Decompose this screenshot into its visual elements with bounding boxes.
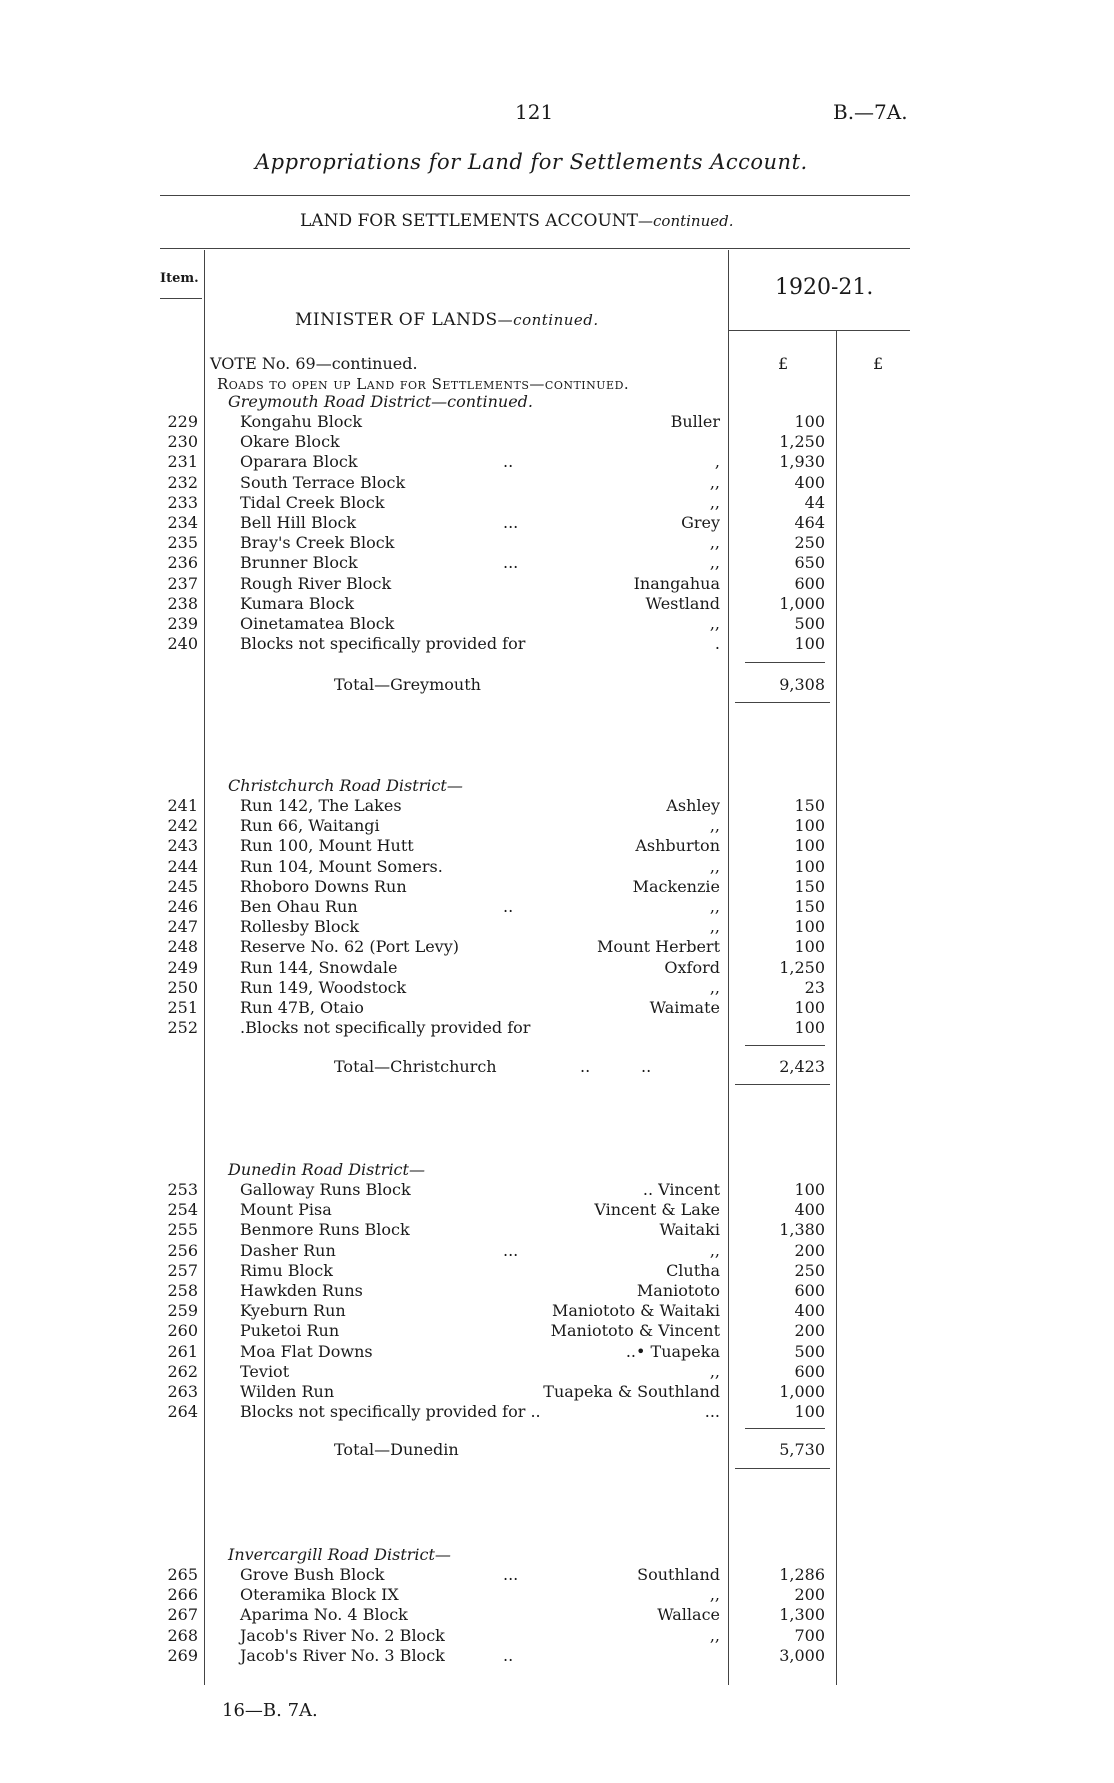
location: ,, bbox=[709, 614, 720, 633]
location: ,, bbox=[709, 553, 720, 573]
amount: 250 bbox=[794, 1260, 825, 1280]
location: Mount Herbert bbox=[597, 937, 720, 957]
location: ,, bbox=[709, 977, 720, 997]
table-row bbox=[160, 897, 720, 917]
leader-dots: .. bbox=[503, 897, 514, 916]
item-name: Reserve No. 62 (Port Levy) bbox=[240, 937, 459, 957]
roads-heading: Roads to open up Land for Settlements—continued. bbox=[217, 375, 630, 393]
item-number: 268 bbox=[167, 1625, 198, 1645]
item-name: Bray's Creek Block bbox=[240, 533, 395, 553]
location: Inangahua bbox=[633, 573, 720, 593]
item-number: 230 bbox=[167, 432, 198, 452]
vote-heading: VOTE No. 69—continued. bbox=[210, 354, 418, 373]
item-number: 231 bbox=[167, 452, 198, 472]
amount: 100 bbox=[794, 836, 825, 856]
location: Ashburton bbox=[635, 836, 720, 856]
item-number: 241 bbox=[167, 796, 198, 815]
page-number: 121 bbox=[515, 100, 554, 124]
item-number: 249 bbox=[167, 957, 198, 977]
table-row bbox=[160, 574, 720, 594]
table-row bbox=[160, 1342, 720, 1362]
table-row bbox=[160, 1362, 720, 1382]
amount: 400 bbox=[794, 1301, 825, 1321]
table-row bbox=[160, 857, 720, 877]
district-title: Greymouth Road District—continued. bbox=[228, 392, 534, 411]
item-name: Jacob's River No. 2 Block bbox=[240, 1625, 445, 1645]
amount: 1,000 bbox=[779, 593, 825, 613]
location: Waimate bbox=[649, 998, 720, 1017]
item-number: 267 bbox=[167, 1605, 198, 1625]
item-name: Run 47B, Otaio bbox=[240, 998, 364, 1017]
item-name: Rough River Block bbox=[240, 573, 392, 593]
item-name: Jacob's River No. 3 Block bbox=[240, 1645, 445, 1665]
location: Westland bbox=[645, 593, 720, 613]
item-number: 238 bbox=[167, 593, 198, 613]
location: ,, bbox=[709, 1240, 720, 1260]
section-heading-suffix: —continued. bbox=[638, 212, 734, 230]
item-number: 248 bbox=[167, 937, 198, 957]
page-title: Appropriations for Land for Settlements Account. bbox=[255, 150, 808, 174]
table-row bbox=[160, 1180, 720, 1200]
item-name: Kyeburn Run bbox=[240, 1301, 346, 1321]
total-label: Total—Christchurch bbox=[334, 1057, 497, 1076]
item-number: 261 bbox=[167, 1341, 198, 1361]
location: ,, bbox=[709, 856, 720, 876]
location: Maniototo & Waitaki bbox=[551, 1301, 720, 1321]
item-number: 245 bbox=[167, 876, 198, 896]
item-name: Oparara Block bbox=[240, 452, 358, 472]
table-row bbox=[160, 432, 720, 452]
location: ,, bbox=[709, 1625, 720, 1645]
location: ,, bbox=[709, 1361, 720, 1381]
location: .. Vincent bbox=[642, 1180, 720, 1199]
amount: 700 bbox=[794, 1625, 825, 1645]
table-row bbox=[160, 937, 720, 957]
table-row bbox=[160, 958, 720, 978]
item-name: Run 66, Waitangi bbox=[240, 816, 380, 836]
location: ,, bbox=[709, 492, 720, 512]
section-heading-text: LAND FOR SETTLEMENTS ACCOUNT bbox=[300, 211, 639, 231]
location: Oxford bbox=[664, 957, 720, 977]
table-row bbox=[160, 412, 720, 432]
item-number: 251 bbox=[167, 998, 198, 1017]
amount: 100 bbox=[794, 856, 825, 876]
location: ,, bbox=[709, 816, 720, 836]
item-name: Run 144, Snowdale bbox=[240, 957, 398, 977]
item-header-rule bbox=[160, 298, 202, 299]
item-name: South Terrace Block bbox=[240, 472, 406, 492]
amount: 1,000 bbox=[779, 1382, 825, 1401]
item-name: Brunner Block bbox=[240, 553, 358, 573]
amount: 400 bbox=[794, 1200, 825, 1220]
item-number: 244 bbox=[167, 856, 198, 876]
document-reference: B.—7A. bbox=[833, 100, 908, 124]
amount: 1,250 bbox=[779, 432, 825, 452]
item-number: 264 bbox=[167, 1402, 198, 1422]
item-number: 229 bbox=[167, 412, 198, 431]
subtotal-rule bbox=[745, 662, 825, 663]
leader-dots: ... bbox=[503, 553, 519, 573]
amount: 150 bbox=[794, 897, 825, 916]
item-number: 237 bbox=[167, 573, 198, 593]
table-row bbox=[160, 473, 720, 493]
table-row bbox=[160, 533, 720, 553]
table-row bbox=[160, 594, 720, 614]
table-row bbox=[160, 1565, 720, 1585]
item-name: Rimu Block bbox=[240, 1260, 333, 1280]
table-row bbox=[160, 1382, 720, 1402]
item-name: Run 100, Mount Hutt bbox=[240, 836, 414, 856]
amount: 1,250 bbox=[779, 957, 825, 977]
total-label: Total—Dunedin bbox=[334, 1440, 459, 1459]
amount: 650 bbox=[794, 553, 825, 573]
item-number: 269 bbox=[167, 1645, 198, 1665]
location: Grey bbox=[681, 513, 720, 532]
currency-right: £ bbox=[873, 354, 884, 373]
item-name: Rhoboro Downs Run bbox=[240, 876, 407, 896]
amount: 23 bbox=[804, 977, 825, 997]
subtotal-rule bbox=[745, 1045, 825, 1046]
table-row bbox=[160, 1241, 720, 1261]
table-row bbox=[160, 1018, 720, 1038]
item-name: Rollesby Block bbox=[240, 917, 360, 937]
item-name: Blocks not specifically provided for bbox=[240, 634, 526, 654]
amount: 600 bbox=[794, 1281, 825, 1300]
location: Vincent & Lake bbox=[594, 1200, 720, 1220]
item-number: 265 bbox=[167, 1565, 198, 1584]
item-name: Mount Pisa bbox=[240, 1200, 332, 1220]
amount: 400 bbox=[794, 472, 825, 492]
amount: 1,300 bbox=[779, 1605, 825, 1625]
table-row bbox=[160, 1605, 720, 1625]
year-header-rule bbox=[728, 330, 910, 331]
item-number: 262 bbox=[167, 1361, 198, 1381]
table-top-rule bbox=[160, 248, 910, 249]
table-row bbox=[160, 634, 720, 654]
amount: 1,286 bbox=[779, 1565, 825, 1584]
amount: 100 bbox=[794, 1180, 825, 1199]
total-label: Total—Greymouth bbox=[334, 675, 481, 694]
leader-dots: .. bbox=[503, 452, 514, 472]
item-name: Oinetamatea Block bbox=[240, 614, 395, 633]
location: Mackenzie bbox=[632, 876, 720, 896]
location: ..• Tuapeka bbox=[625, 1341, 720, 1361]
location: ,, bbox=[709, 1585, 720, 1605]
item-number: 266 bbox=[167, 1585, 198, 1605]
item-name: Kongahu Block bbox=[240, 412, 363, 431]
table-row bbox=[160, 1220, 720, 1240]
amount: 600 bbox=[794, 573, 825, 593]
table-row bbox=[160, 1200, 720, 1220]
item-number: 260 bbox=[167, 1321, 198, 1341]
item-number: 257 bbox=[167, 1260, 198, 1280]
table-row bbox=[160, 452, 720, 472]
table-row bbox=[160, 513, 720, 533]
item-name: Dasher Run bbox=[240, 1240, 336, 1260]
item-name: Teviot bbox=[240, 1361, 290, 1381]
amount: 600 bbox=[794, 1361, 825, 1381]
item-name: Aparima No. 4 Block bbox=[240, 1605, 408, 1625]
item-name: Wilden Run bbox=[240, 1382, 335, 1401]
amount: 100 bbox=[794, 1018, 825, 1038]
table-row bbox=[160, 1281, 720, 1301]
amount: 100 bbox=[794, 917, 825, 937]
item-name: Run 149, Woodstock bbox=[240, 977, 407, 997]
table-row bbox=[160, 836, 720, 856]
total-underline bbox=[735, 1468, 830, 1469]
district-title: Invercargill Road District— bbox=[228, 1545, 451, 1564]
signature-mark: 16—B. 7A. bbox=[222, 1700, 318, 1721]
item-number: 239 bbox=[167, 614, 198, 633]
amount: 100 bbox=[794, 1402, 825, 1422]
amount: 1,930 bbox=[779, 452, 825, 472]
location: . bbox=[714, 634, 720, 654]
district-title: Christchurch Road District— bbox=[228, 776, 463, 795]
item-number: 235 bbox=[167, 533, 198, 553]
location: Maniototo & Vincent bbox=[550, 1321, 720, 1341]
location: Waitaki bbox=[659, 1220, 720, 1240]
item-number: 233 bbox=[167, 492, 198, 512]
amount: 100 bbox=[794, 937, 825, 957]
item-name: Oteramika Block IX bbox=[240, 1585, 399, 1605]
leader-dots: .. bbox=[503, 1645, 514, 1665]
total-amount: 9,308 bbox=[779, 675, 825, 694]
table-row bbox=[160, 1646, 720, 1666]
total-underline bbox=[735, 702, 830, 703]
amount: 200 bbox=[794, 1240, 825, 1260]
amount: 250 bbox=[794, 533, 825, 553]
item-name: Bell Hill Block bbox=[240, 513, 357, 532]
amount: 100 bbox=[794, 634, 825, 654]
district-title: Dunedin Road District— bbox=[228, 1160, 425, 1179]
table-row bbox=[160, 1301, 720, 1321]
location: Wallace bbox=[657, 1605, 720, 1625]
item-name: Okare Block bbox=[240, 432, 340, 452]
location: Southland bbox=[637, 1565, 720, 1584]
item-number: 258 bbox=[167, 1281, 198, 1300]
item-number: 243 bbox=[167, 836, 198, 856]
table-row bbox=[160, 1402, 720, 1422]
subtotal-rule bbox=[745, 1428, 825, 1429]
minister-heading-suffix: —continued. bbox=[497, 311, 599, 329]
table-row bbox=[160, 1261, 720, 1281]
leader-dots: ... bbox=[503, 1565, 519, 1584]
total-underline bbox=[735, 1084, 830, 1085]
table-row bbox=[160, 1585, 720, 1605]
location: Clutha bbox=[666, 1260, 720, 1280]
item-number: 240 bbox=[167, 634, 198, 654]
amount: 3,000 bbox=[779, 1645, 825, 1665]
item-number: 246 bbox=[167, 897, 198, 916]
location: Ashley bbox=[666, 796, 720, 815]
amount: 100 bbox=[794, 998, 825, 1017]
minister-heading-text: MINISTER OF LANDS bbox=[295, 310, 498, 330]
leader-dots: ... bbox=[503, 1240, 519, 1260]
item-number: 242 bbox=[167, 816, 198, 836]
table-row bbox=[160, 553, 720, 573]
item-number: 247 bbox=[167, 917, 198, 937]
table-row bbox=[160, 796, 720, 816]
item-number: 256 bbox=[167, 1240, 198, 1260]
item-name: Hawkden Runs bbox=[240, 1281, 363, 1300]
item-name: Galloway Runs Block bbox=[240, 1180, 411, 1199]
total-dots: .. .. bbox=[580, 1057, 652, 1076]
amount: 200 bbox=[794, 1585, 825, 1605]
currency-left: £ bbox=[778, 354, 789, 373]
table-row bbox=[160, 917, 720, 937]
item-number: 253 bbox=[167, 1180, 198, 1199]
item-number: 232 bbox=[167, 472, 198, 492]
item-name: Kumara Block bbox=[240, 593, 355, 613]
item-number: 252 bbox=[167, 1018, 198, 1038]
leader-dots: ... bbox=[503, 513, 519, 532]
location: Buller bbox=[670, 412, 720, 431]
section-heading bbox=[300, 211, 734, 231]
item-number: 236 bbox=[167, 553, 198, 573]
location: ... bbox=[704, 1402, 720, 1422]
location: Tuapeka & Southland bbox=[543, 1382, 720, 1401]
amount: 44 bbox=[804, 492, 825, 512]
location: ,, bbox=[709, 472, 720, 492]
item-name: Puketoi Run bbox=[240, 1321, 340, 1341]
amount: 100 bbox=[794, 816, 825, 836]
item-name: Tidal Creek Block bbox=[240, 492, 385, 512]
item-name: Ben Ohau Run bbox=[240, 897, 358, 916]
table-row bbox=[160, 614, 720, 634]
item-number: 263 bbox=[167, 1382, 198, 1401]
amount: 500 bbox=[794, 1341, 825, 1361]
table-row bbox=[160, 816, 720, 836]
item-name: Blocks not specifically provided for .. bbox=[240, 1402, 541, 1422]
total-amount: 2,423 bbox=[779, 1057, 825, 1076]
amount: 150 bbox=[794, 796, 825, 815]
item-number: 259 bbox=[167, 1301, 198, 1321]
amount: 1,380 bbox=[779, 1220, 825, 1240]
item-name: Run 142, The Lakes bbox=[240, 796, 402, 815]
item-number: 254 bbox=[167, 1200, 198, 1220]
location: ,, bbox=[709, 897, 720, 916]
table-row bbox=[160, 998, 720, 1018]
item-name: Grove Bush Block bbox=[240, 1565, 385, 1584]
amount: 150 bbox=[794, 876, 825, 896]
item-number: 255 bbox=[167, 1220, 198, 1240]
location: ,, bbox=[709, 917, 720, 937]
location: , bbox=[714, 452, 720, 472]
location: Maniototo bbox=[636, 1281, 720, 1300]
amount: 464 bbox=[794, 513, 825, 532]
table-row bbox=[160, 1626, 720, 1646]
title-rule bbox=[160, 195, 910, 196]
table-row bbox=[160, 493, 720, 513]
table-row bbox=[160, 978, 720, 998]
table-row bbox=[160, 1321, 720, 1341]
amount-column-divider-right bbox=[836, 330, 837, 1685]
amount: 500 bbox=[794, 614, 825, 633]
table-row bbox=[160, 877, 720, 897]
item-name: Benmore Runs Block bbox=[240, 1220, 410, 1240]
amount: 200 bbox=[794, 1321, 825, 1341]
item-column-header: Item. bbox=[160, 271, 199, 286]
location: ,, bbox=[709, 533, 720, 553]
item-name: Run 104, Mount Somers. bbox=[240, 856, 443, 876]
total-amount: 5,730 bbox=[779, 1440, 825, 1459]
minister-heading bbox=[295, 310, 599, 330]
item-name: Moa Flat Downs bbox=[240, 1341, 373, 1361]
item-name: .Blocks not specifically provided for bbox=[240, 1018, 531, 1038]
item-number: 234 bbox=[167, 513, 198, 532]
item-number: 250 bbox=[167, 977, 198, 997]
amount: 100 bbox=[794, 412, 825, 431]
year-column-header: 1920-21. bbox=[775, 275, 874, 300]
